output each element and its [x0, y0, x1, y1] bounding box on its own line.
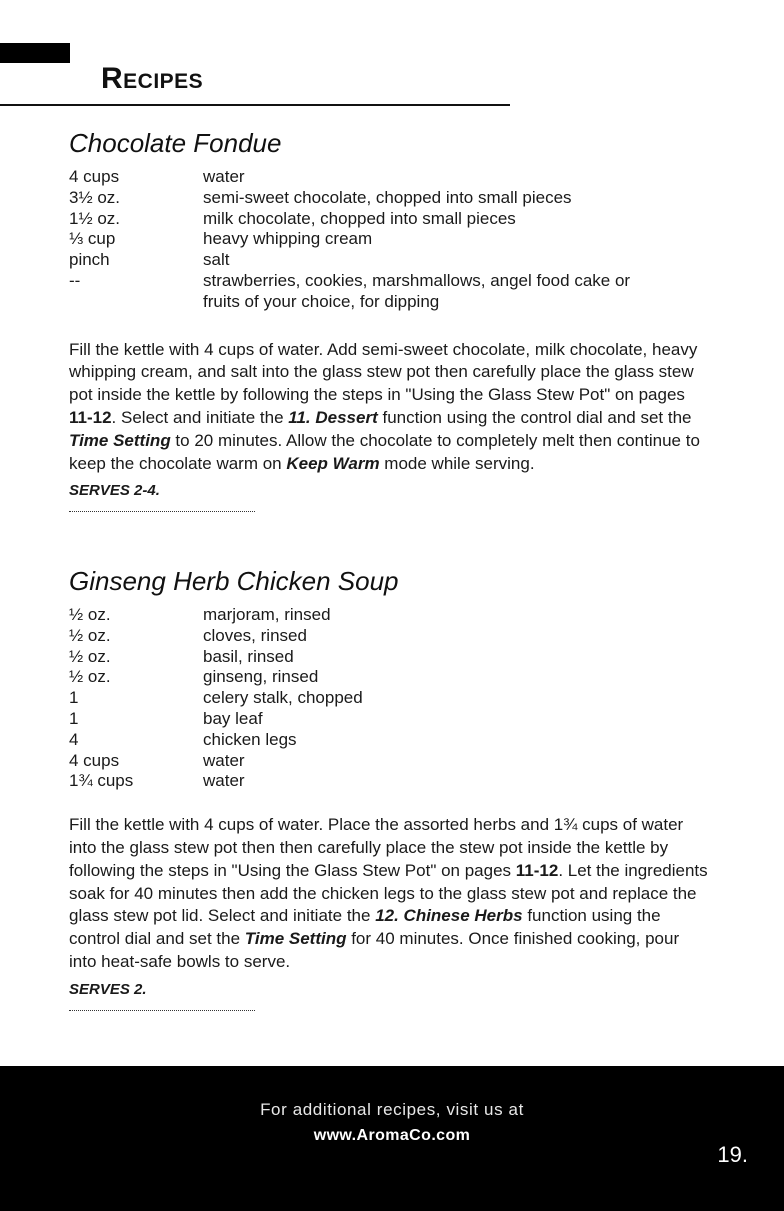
dotted-divider [69, 1010, 255, 1011]
section-divider [0, 104, 510, 106]
ingredient-row [69, 730, 709, 751]
ingredient-item: water [203, 771, 245, 791]
recipe-title: Chocolate Fondue [69, 128, 282, 158]
ingredient-row [69, 751, 709, 772]
ingredient-item: milk chocolate, chopped into small pieces [203, 208, 516, 228]
recipe-instructions: Fill the kettle with 4 cups of water. Place the assorted herbs and 1¾ cups of water into the glass stew pot then then carefully place the stew pot inside the kettle by following the steps in "Using the Glass Stew Pot" on pages 11-12. Let the ingredients soak for 40 minutes then add the chicken legs to the glass stew pot and replace the glass stew pot lid. Select and initiate the 12. Chinese Herbs function using the control dial and set the Time Setting for 40 minutes. Once finished cooking, pour into heat-safe bowls to serve. [69, 815, 708, 971]
ingredient-qty: 4 [69, 729, 79, 749]
section-tab-marker [0, 43, 70, 63]
ingredient-item: heavy whipping cream [203, 229, 373, 249]
ingredient-row [69, 709, 709, 730]
ingredient-item: strawberries, cookies, marshmallows, angel food cake or fruits of your choice, for dipping [203, 270, 631, 311]
ingredient-row [69, 771, 709, 792]
function-name: 11. Dessert [288, 407, 378, 427]
ingredient-row [69, 188, 709, 209]
page-number: 19. [717, 1142, 748, 1167]
dotted-divider [69, 511, 255, 512]
ingredient-item: cloves, rinsed [203, 625, 307, 645]
function-name: 12. Chinese Herbs [375, 906, 523, 926]
ingredient-qty: ½ oz. [69, 605, 111, 624]
ingredient-qty: ⅓ cup [69, 229, 116, 249]
ingredient-qty: 1½ oz. [69, 208, 121, 228]
ingredient-qty: 1 [69, 688, 79, 708]
ingredient-qty: 4 cups [69, 750, 120, 770]
recipe-chocolate-fondue [69, 127, 709, 512]
time-setting-label: Time Setting [69, 430, 171, 450]
ingredient-item: ginseng, rinsed [203, 667, 319, 687]
recipe-title: Ginseng Herb Chicken Soup [69, 566, 399, 596]
page-reference: 11-12 [69, 407, 112, 427]
ingredient-qty: ½ oz. [69, 667, 111, 687]
ingredient-row [69, 229, 709, 250]
ingredient-item: celery stalk, chopped [203, 688, 363, 708]
ingredient-row [69, 626, 709, 647]
ingredient-qty: 4 cups [69, 167, 120, 186]
time-setting-label: Time Setting [244, 929, 347, 949]
ingredient-qty: -- [69, 270, 81, 290]
ingredient-item: semi-sweet chocolate, chopped into small pieces [203, 187, 572, 207]
footer-website-link[interactable]: www.AromaCo.com [313, 1127, 471, 1144]
ingredient-item: water [203, 750, 245, 770]
serves-label: SERVES 2-4. [69, 482, 160, 500]
ingredient-row [69, 271, 709, 313]
ingredient-qty: ½ oz. [69, 646, 111, 666]
recipe-ginseng-herb-chicken-soup [69, 565, 709, 1011]
ingredient-qty: 1 [69, 708, 79, 728]
keep-warm-label: Keep Warm [286, 453, 380, 473]
ingredient-row [69, 209, 709, 230]
ingredient-item: water [203, 167, 245, 186]
ingredient-row [69, 667, 709, 688]
ingredient-qty: pinch [69, 250, 110, 270]
serves-label: SERVES 2. [69, 980, 147, 998]
footer-text: For additional recipes, visit us at [260, 1100, 524, 1119]
ingredient-row [69, 250, 709, 271]
ingredient-qty: ½ oz. [69, 625, 111, 645]
section-title: Recipes [101, 62, 204, 95]
ingredient-item: marjoram, rinsed [203, 605, 331, 624]
page-reference: 11-12 [515, 860, 559, 880]
ingredient-list [69, 605, 709, 792]
ingredient-item: chicken legs [203, 729, 297, 749]
ingredient-list [69, 167, 709, 313]
ingredient-row [69, 688, 709, 709]
ingredient-row [69, 167, 709, 188]
ingredient-row [69, 605, 709, 626]
ingredient-qty: 3½ oz. [69, 187, 121, 207]
ingredient-item: salt [203, 250, 230, 270]
ingredient-item: bay leaf [203, 708, 263, 728]
recipe-instructions: Fill the kettle with 4 cups of water. Add semi-sweet chocolate, milk chocolate, heavy whipping cream, and salt into the glass stew pot then carefully place the glass stew pot inside the kettle by following the steps in "Using the Glass Stew Pot" on pages 11-12. Select and initiate the 11. Dessert function using the control dial and set the Time Setting to 20 minutes. Allow the chocolate to completely melt then continue to keep the chocolate warm on Keep Warm mode while serving. [69, 339, 700, 473]
ingredient-row [69, 647, 709, 668]
footer-bar [0, 1066, 784, 1211]
ingredient-qty: 1¾ cups [69, 771, 134, 791]
ingredient-item: basil, rinsed [203, 646, 294, 666]
